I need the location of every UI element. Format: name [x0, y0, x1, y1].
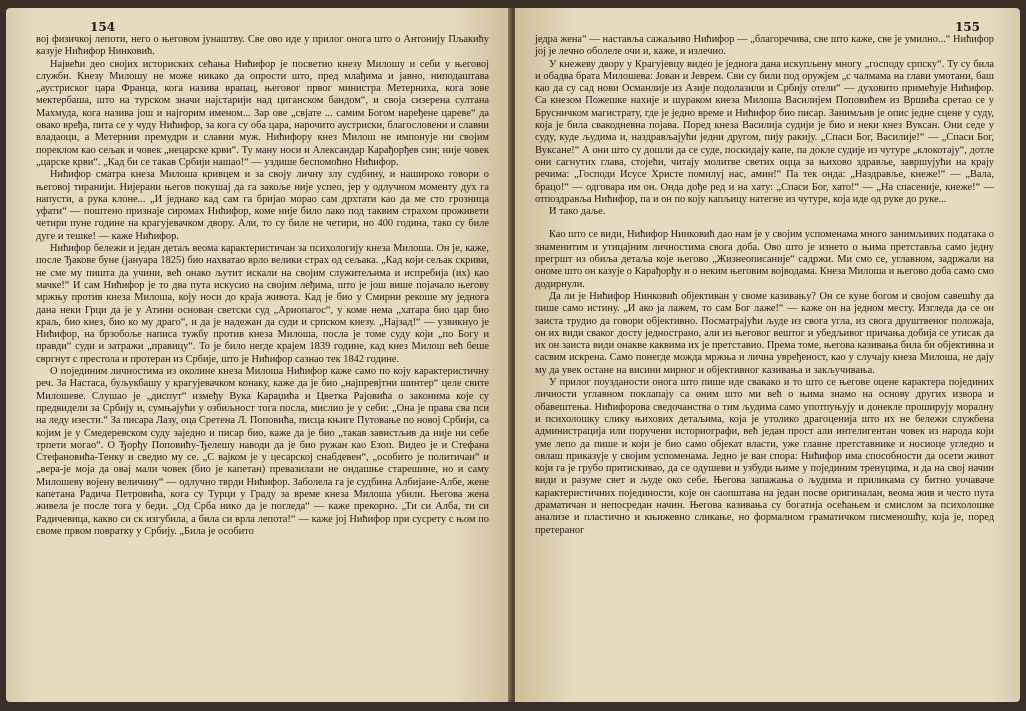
right-page [515, 8, 1020, 702]
paragraph: Највећи део својих историских сећања Нићифор је посветио кнезу Милошу и себи у његовој служби. Кнезу Милошу не може никако да опрости што, пред млађима и јавно, ниподаштава „аустриског цара Франца, кога назива врапац, његовог првог министра Метерниха, кога зове мектербаша, што на турском значи најстарији над циганском бандом“, и своја сизерена султана Махмуда, кога назива још и најгорим именом... Зар ове „свјате ... самим Богом наређене цареве“ да овако вређа, пита се у чуду Нићифор, за кога су оба цара, нарочито аустриски, благословени и славни владаоци, а Метернии премудри и славни муж. Нићифору кнез Милош не импонује ни својим пореклом као сељак и човек „нецарске крви“. Ту ману носи и Александар Карађорђев син; није човек „царске крви“. „Кад би се такав Србији нашао!“ — уздише беспомоћно Нићифор. [36, 58, 489, 168]
paragraph: У прилог поузданости онога што пише иде свакако и то што се његове оцене карактера појединих личности углавном поклапају са оним што ми већ о њима знамо на основу других извора и обавештења. Нићифорова сведочанства о тим људима само употпуњују и донекле проширују моралну и психолошку слику њихових детаљима, која је утолико драгоценија што их не бележи службена администрација или поручени историографи, већ један прост али интелигентан човек из народа који уме лепо да пише и који је био само објекат власти, уже главне претставнике и носиоце угледно и овлаш приказује у својим успоменама. Једно је ван спора: Нићифор има способности да осети живот који га је грубо притискивао, да се одушеви и узбуди њиме у појединим тренуцима, и да на свој начин види и разуме свет и људе око себе. Његова запажања о људима и приликама су битно уочаваче карактеристичних појединости, које он саопштава на један посве оригиналан, веома жив и често пута драматичан и непосредан начин. Његова казивања су богатија осећањем и смислом за психолошке анализе и пластично и књижевно сликање, но формалном граматичком писменошћу, која је, поред претераног [535, 377, 994, 536]
paragraph: вој физичкој лепоти, него о његовом јунаштву. Све ово иде у прилог онога што о Антонију Пљакићу казује Нићифор Нинковић. [36, 34, 489, 58]
paragraph: Да ли је Нићифор Нинковић објективан у своме казивању? Он се куне богом и својом савешћу да пише само истину. „И ако ја лажем, то сам Бог лаже!“ — каже он на једном месту. Изгледа да се он заиста трудио да говори објективно. Посматрајући људе из свога угла, из свога друштвеног положаја, он их види сваког досту једнострано, али из његовог вештог и убедљивог причања добија се утисак да их он заиста види онакве каквима их је претставио. Према томе, његова казивања била би објективна и сасвим искрена. Само понегде можда мржња и лична увређеност, као у случају кнеза Милоша, не дају му да увек остане на висини мирног и објективног казивања и закључивања. [535, 290, 994, 376]
page-number-right: 155 [954, 20, 980, 34]
paragraph: И тако даље. [549, 206, 606, 218]
paragraph: једра жена“ — наставља сажаљиво Нићифор — „благоречива, све што каже, све је умилно...“ Нићифор јој је лечно оболеле очи и, каже, и излечио. [535, 34, 994, 58]
paragraph: Нићифор сматра кнеза Милоша кривцем и за своју личну злу судбину, и нашироко говори о његовој тиранији. Нијерани његов покушај да га закоље није успео, јер у одлучном моменту дух га напусти, а рука клоне... „И једнако кад сам га бријао морао сам дрхтати као да ме сто грозница уфати“ — поштено признаје сиромах Нићифор, коме није било лако под таквим страхом проживети четири пуне године на крагујевачком двору. Али, то су биле не четири, но 400 година, тако су биле дуге и тешке! — каже Нићифор. [36, 169, 489, 242]
paragraph: У кнежеву двору у Крагујевцу видео је једнога дана искупљену многу „господу српску“. Ту су била и обадва брата Милошева: Јован и Јеврем. Сви су били под оружјем „с чалмама на глави умотани, баш као да су сад нови Османлије из Азије подолазили и Србију отели“ — духовито примећује Нићифор. Са кнезом Пожешке нахије и шураком кнеза Милоша Василијем Поповићем из Вршића сретао се у Брусничком магистрату, где је једно време и Нићифор био писар. Занимљив је опис једне сцене у суду, која је била свакодневна појава. Поред кнеза Василија судији је био и неки кнез Вуксан. Они седе у суду, куде људима и, наздрављајући једни другом, пију ракију. „Спаси Бог, Василије!“ — „Спаси Бог, Вуксане!“ А они што су дошли да се суде, поскидају капе, па докле судије из чутуре „клокотају“, дотле они сагнутих глава, стојећи, читају молитве светих оцца за њихово здравље, завршујући на крају речима: „Господи Исусе Христе помилуј нас, амин!“ Па тек онда: „Наздравље, кнеже!“ — „Вала, брацо!“ — одговара им он. Онда дође ред и на хату: „Спаси Бог, хато!“ — „На спасеније, кнеже!“ — отпоздравља Нићифор, па и он по коју капљицу натегне из чутуре, која иде од руке до руке... [535, 58, 994, 205]
paragraph: Нићифор бележи и један детаљ веома карактеристичан за психологију кнеза Милоша. Он је, каже, после Ђакове буне (јануара 1825) био нахватао врло велики страх од сељака. „Кад који сељак скриви, не сме му пишта да учини, већ онако љутит искали на својим служитељима и испребија (их) као мачке!“ И сам Нићифор је то два пута искусио на својим леђима, што је још више појачало његову мржњу против кнеза Милоша, коју носи до краја живота. Кад је био у Смирни рекоше му једнога дана неки Грци да је у Атини основан светски суд „Ариопагос“, у коме нема „хатара био цар био краљ, био кнез, био ко му драго“, и да је надежан да суди и српском кнезу. „Најзад!“ — узвикнуо је Нићифор, на брзобоље написа тужбу против кнеза Милоша, посла је томе суду који „по Богу и правди“ суди и затражи „правицу“. То је било негде крајем 1839 године, кад кнез Милош већ беше свргнут с престола и протеран из Србије, што је Нићифор сазнао тек 1842 године. [36, 243, 489, 365]
page-number-left: 154 [90, 20, 116, 34]
left-page [6, 8, 511, 702]
paragraph: Као што се види, Нићифор Нинковић дао нам је у својим успоменама много занимљивих података о знаменитим и утицајним личностима свога доба. Ово што је изнето о њима претставља само једну прегршт из обиља детаља које његово „Жизнеописаније“ садржи. Ми смо се, углавном, задржали на ономе што он казује о Карађорђу и о неким његовим војводама. Кнеза Милоша и његово доба само смо додирнули. [535, 229, 994, 290]
paragraph: О појединим личностима из околине кнеза Милоша Нићифор каже само по коју карактеристичну реч. За Настаса, буљукбашу у крагујевачком конаку, каже да је био „најпревјтни шинтер“ целе свите Милошеве. Слушао је „диспут“ између Вука Караџића и Цветка Рајовића о законима које су предвидели за Србију и, сумњајући у озбиљност тога посла, мислио је у себи: „Она је права сва пси на леду изести.“ За писара Лазу, оца Сретена Л. Поповића, писца књиге Путовање по новој Србији, са којим је у Смедеревском суду заједно и писар био, каже да је био „такав завистљив да није ни себе трпети могао“. О Ђорђу Поповићу-Ђелешу наводи да је био ружан као Езоп. Видео је и Стефана Стефановића-Тенку и сведио му се. „С вајком је у цесарској снабдевен“, „особито је политичан“ и „вера-је моја да овај мали човек (био је капетан) превазилази не ондашње старешине, но и саму Милошеву војену величину“ — одлучно тврди Нићифор. Заболела га је судбина Албијане-Албе, жене капетана Радича Петровића, кога су Турци у Граду за време кнеза Милоша убили. Његова жена живела је после тога у беди. „Од Срба никo да је погледа“ — каже прекорно. „Ти си Алба, ти си Радичевица, какво си ск изгубила, а била си врла лепота!“ — каже јој Нићифор при сусрету с њом по своме првом повратку у Србију. „Била је особито [36, 366, 489, 537]
left-page-text [36, 34, 489, 538]
right-page-text [535, 34, 994, 537]
